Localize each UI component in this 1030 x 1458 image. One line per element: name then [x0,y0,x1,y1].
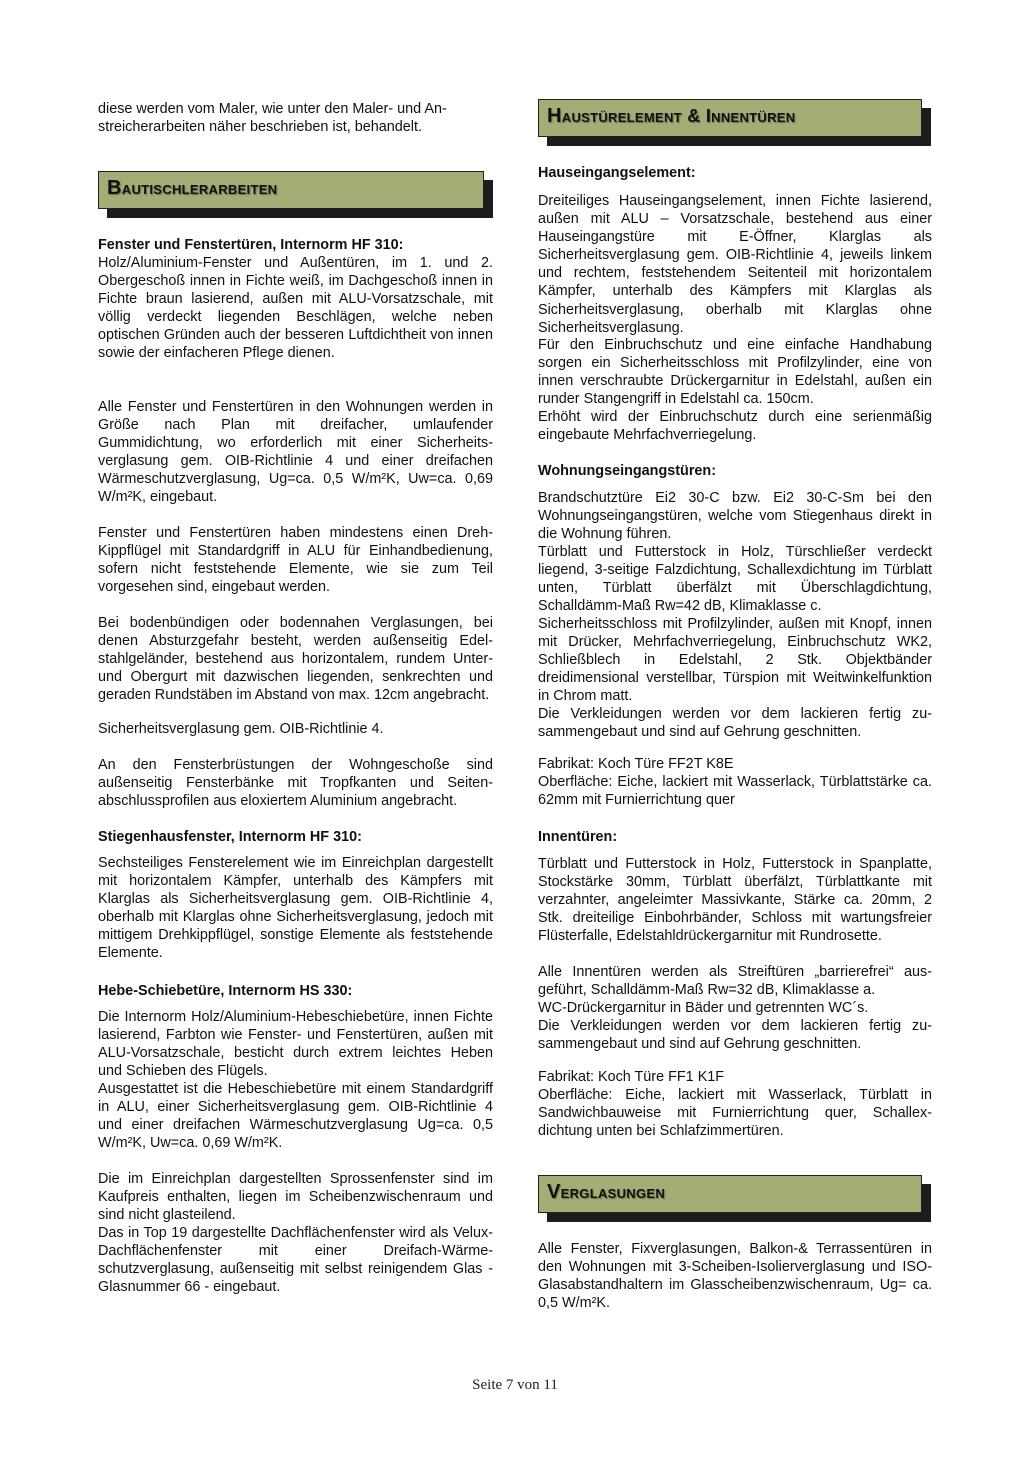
section-header-label: Haustürelement & Innentüren [547,105,796,127]
paragraph-fenster: Holz/Aluminium-Fenster und Außentüren, im 1. und 2. Obergeschoß innen in Fichte weiß, im Dachgeschoß innen in Fichte braun lasierend, außen mit ALU-Vorsatzschale, mit völlig verdeckt liegenden Beschlägen, welche neben optischen Gründen auch der besseren Luftdichtheit von innen sowie der einfacheren Pflege dienen. [98,255,493,362]
paragraph-gelaender: Bei bodenbündigen oder bodennahen Verglasungen, bei denen Absturzgefahr besteht, werden außenseitig Edelstahlgeländer, bestehend aus horizontalem, rundem Unter- und Obergurt mit dazwischen liegenden, senkrechten und geraden Rundstäben im Abstand von max. 12cm angebracht. [98,615,493,704]
paragraph-verkleidungen-2: Die Verkleidungen werden vor dem lackieren fertig zusammengebaut und sind auf Gehrung geschnitten. [538,1018,932,1053]
paragraph-drehkipp: Fenster und Fenstertüren haben mindestens einen DrehKippflügel mit Standardgriff in ALU für Einhandbedienung, sofern nicht feststehende Elemente, wie sie zum Teil vorgesehen sind, eingebaut werden. [98,525,493,596]
heading-fenster: Fenster und Fenstertüren, Internorm HF 310: [98,237,404,253]
paragraph-innentueren: Türblatt und Futterstock in Holz, Futterstock in Spanplatte, Stockstärke 30mm, Türblatt überfälzt, Türblattkante mit verzahnter, angeleimter Massivkante, Stärke ca. 20mm, 2 Stk. dreiteilige Einbohrbänder, Schloss mit wartungsfreier Flüsterfalle, Edelstahldrückergarnitur mit Rundrosette. [538,856,932,945]
heading-stiegenhausfenster: Stiegenhausfenster, Internorm HF 310: [98,829,362,845]
section-header-bautischler [98,171,484,209]
heading-innentueren: Innentüren: [538,829,618,845]
paragraph-mehrfachverriegelung: Erhöht wird der Einbruchschutz durch eine serienmäßig eingebaute Mehrfachverriegelung. [538,409,932,444]
paragraph-sicherheitsverglasung: Sicherheitsverglasung gem. OIB-Richtlinie 4. [98,721,384,737]
paragraph-streiftueren: Alle Innentüren werden als Streiftüren „barrierefrei“ ausgeführt, Schalldämm-Maß Rw=32 dB, Klimaklasse a. [538,964,932,999]
paragraph-brandschutztuere: Brandschutztüre Ei2 30-C bzw. Ei2 30-C-Sm bei den Wohnungseingangstüren, welche vom Stiegenhaus direkt in die Wohnung führen. [538,490,932,543]
heading-hauseingangselement: Hauseingangselement: [538,165,696,181]
paragraph-hebeschiebetuere: Die Internorm Holz/Aluminium-Hebeschiebetüre, innen Fichte lasierend, Farbton wie Fenster- und Fenstertüren, außen mit ALU-Vorsatzschale, besticht durch extrem leichtes Heben und Schieben des Flügels. [98,1009,493,1080]
paragraph-verkleidungen-1: Die Verkleidungen werden vor dem lackieren fertig zusammengebaut und sind auf Gehrung geschnitten. [538,706,932,741]
paragraph-wohnungsfenster: Alle Fenster und Fenstertüren in den Wohnungen werden in Größe nach Plan mit dreifacher, umlaufender Gummidichtung, wo erforderlich mit einer Sicherheitsverglasung gem. OIB-Richtlinie 4 und einer dreifachen Wärmeschutzverglasung, Ug=ca. 0,5 W/m²K, Uw=ca. 0,69 W/m²K, eingebaut. [98,399,493,506]
section-header-verglasungen [538,1175,922,1213]
heading-hebeschiebetuere: Hebe-Schiebetüre, Internorm HS 330: [98,983,353,999]
intro-text: diese werden vom Maler, wie unter den Maler- und An- streicherarbeiten näher beschrieben ist, behandelt. [98,101,447,136]
oberflaeche-innentuer: Oberfläche: Eiche, lackiert mit Wasserlack, Türblatt in Sandwichbauweise mit Furnierrichtung quer, Schallexdichtung unten bei Schlafzimmertüren. [538,1087,932,1140]
paragraph-wc-drueckergarnitur: WC-Drückergarnitur in Bäder und getrennten WC´s. [538,1000,869,1016]
paragraph-stiegenhausfenster: Sechsteiliges Fensterelement wie im Einreichplan dargestellt mit horizontalem Kämpfer, unterhalb des Kämpfers mit Klarglas als Sicherheitsverglasung gem. OIB-Richtlinie 4, oberhalb mit Klarglas ohne Sicherheitsverglasung, jedoch mit mittigem Drehkippflügel, sonstige Elemente als feststehende Elemente. [98,855,493,962]
oberflaeche-wohnungstuer: Oberfläche: Eiche, lackiert mit Wasserlack, Türblattstärke ca. 62mm mit Furnierrichtung quer [538,774,932,809]
section-header-label: Verglasungen [547,1181,666,1203]
paragraph-fensterbaenke: An den Fensterbrüstungen der Wohngeschoße sind außenseitig Fensterbänke mit Tropfkanten und Seitenabschlussprofilen aus eloxiertem Aluminium angebracht. [98,757,493,810]
section-header-haustuer [538,99,922,137]
paragraph-tuerblatt: Türblatt und Futterstock in Holz, Türschließer verdeckt liegend, 3-seitige Falzdichtung, Schallexdichtung im Türblatt unten, Türblatt überfälzt mit Überschlagdichtung, Schalldämm-Maß Rw=42 dB, Klimaklasse c. [538,544,932,615]
paragraph-einbruchschutz: Für den Einbruchschutz und eine einfache Handhabung sorgen ein Sicherheitsschloss mit Profilzylinder, eine von innen verschraubte Drückergarnitur in Edelstahl, außen ein runder Stangengriff in Edelstahl ca. 150cm. [538,337,932,408]
paragraph-verglasungen: Alle Fenster, Fixverglasungen, Balkon-& Terrassentüren in den Wohnungen mit 3-Scheiben-Isolierverglasung und ISO-Glasabstandhaltern im Glasscheibenzwischenraum, Ug= ca. 0,5 W/m²K. [538,1241,932,1312]
page-number: Seite 7 von 11 [472,1377,558,1393]
section-header-label: Bautischlerarbeiten [107,177,278,199]
fabrikat-innentuer: Fabrikat: Koch Türe FF1 K1F [538,1069,725,1085]
paragraph-dachflaechenfenster: Das in Top 19 dargestellte Dachflächenfenster wird als Velux-Dachflächenfenster mit einer Dreifach-Wärmeschutzverglasung, außenseitig mit selbst reinigendem Glas - Glasnummer 66 - eingebaut. [98,1225,493,1296]
heading-wohnungseingangstueren: Wohnungseingangstüren: [538,463,717,479]
paragraph-sicherheitsschloss: Sicherheitsschloss mit Profilzylinder, außen mit Knopf, innen mit Drücker, Mehrfachverriegelung, Einbruchschutz WK2, Schließblech in Edelstahl, 2 Stk. Objektbänder dreidimensional verstellbar, Türspion mit Weitwinkelfunktion in Chrom matt. [538,616,932,705]
paragraph-hauseingangselement: Dreiteiliges Hauseingangselement, innen Fichte lasierend, außen mit ALU – Vorsatzschale, bestehend aus einer Hauseingangstüre mit E-Öffner, Klarglas als Sicherheitsverglasung gem. OIB-Richtlinie 4, jeweils linkem und rechtem, feststehendem Seitenteil mit horizontalem Kämpfer, unterhalb des Kämpfers mit Klarglas als Sicherheitsverglasung, oberhalb mit Klarglas ohne Sicherheitsverglasung. [538,193,932,336]
paragraph-sprossenfenster: Die im Einreichplan dargestellten Sprossenfenster sind im Kaufpreis enthalten, liegen im Scheibenzwischenraum und sind nicht glasteilend. [98,1171,493,1224]
fabrikat-wohnungstuer: Fabrikat: Koch Türe FF2T K8E [538,756,734,772]
paragraph-hebeschiebetuere-ausstattung: Ausgestattet ist die Hebeschiebetüre mit einem Standardgriff in ALU, einer Sicherheitsverglasung gem. OIB-Richtlinie 4 und einer dreifachen Wärmeschutzverglasung Ug=ca. 0,5 W/m²K, Uw=ca. 0,69 W/m²K. [98,1081,493,1152]
